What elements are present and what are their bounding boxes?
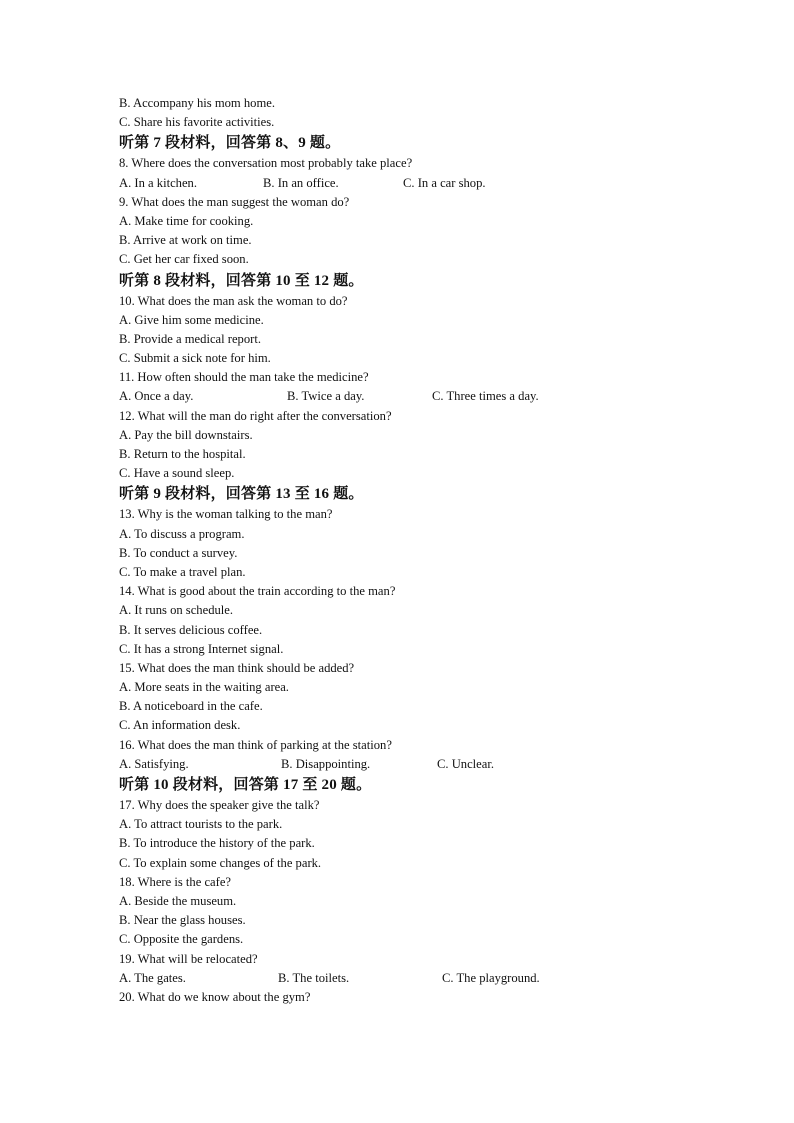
section-heading: 听第 8 段材料，回答第 10 至 12 题。 xyxy=(119,272,364,289)
answer-option: B. Accompany his mom home. xyxy=(119,96,276,110)
answer-option: B. It serves delicious coffee. xyxy=(119,622,263,637)
option-c: C. Three times a day. xyxy=(432,389,539,404)
question-text: 8. Where does the conversation most probably take place? xyxy=(119,156,413,171)
answer-option: C. Share his favorite activities. xyxy=(119,115,275,130)
answer-option: A. Make time for cooking. xyxy=(119,213,254,228)
answer-option: A. It runs on schedule. xyxy=(119,603,234,618)
options-row xyxy=(119,174,679,193)
question-text: 13. Why is the woman talking to the man? xyxy=(119,507,333,522)
section-heading: 听第 9 段材料，回答第 13 至 16 题。 xyxy=(119,486,364,503)
option-c: C. In a car shop. xyxy=(403,175,486,190)
answer-option: A. Pay the bill downstairs. xyxy=(119,427,253,442)
question-text: 15. What does the man think should be added? xyxy=(119,660,355,675)
answer-option: B. Near the glass houses. xyxy=(119,913,246,928)
answer-option: C. It has a strong Internet signal. xyxy=(119,641,284,656)
option-b: B. Twice a day. xyxy=(287,389,365,404)
answer-option: C. To make a travel plan. xyxy=(119,564,246,579)
options-row xyxy=(119,387,679,406)
answer-option: B. Arrive at work on time. xyxy=(119,233,252,248)
question-text: 17. Why does the speaker give the talk? xyxy=(119,798,320,812)
option-c: C. The playground. xyxy=(442,970,540,985)
question-text: 12. What will the man do right after the conversation? xyxy=(119,408,392,423)
document-content xyxy=(119,94,679,1007)
answer-option: C. Submit a sick note for him. xyxy=(119,351,271,366)
answer-option: B. Provide a medical report. xyxy=(119,331,261,346)
question-text: 20. What do we know about the gym? xyxy=(119,989,311,1004)
answer-option: C. Get her car fixed soon. xyxy=(119,252,249,267)
answer-option: B. To introduce the history of the park. xyxy=(119,836,315,851)
answer-option: C. To explain some changes of the park. xyxy=(119,855,322,870)
answer-option: A. Give him some medicine. xyxy=(119,312,264,327)
option-b: B. Disappointing. xyxy=(281,756,371,771)
options-row xyxy=(119,755,679,774)
option-c: C. Unclear. xyxy=(437,756,495,771)
question-text: 14. What is good about the train according to the man? xyxy=(119,584,396,599)
option-a: A. The gates. xyxy=(119,970,186,985)
option-b: B. In an office. xyxy=(263,175,339,190)
options-row xyxy=(119,969,679,988)
question-text: 11. How often should the man take the medicine? xyxy=(119,370,369,385)
question-text: 18. Where is the cafe? xyxy=(119,874,232,889)
option-a: A. Satisfying. xyxy=(119,756,189,771)
answer-option: B. Return to the hospital. xyxy=(119,447,246,461)
question-text: 16. What does the man think of parking at the station? xyxy=(119,737,392,752)
option-b: B. The toilets. xyxy=(278,970,350,985)
answer-option: B. To conduct a survey. xyxy=(119,545,238,560)
option-a: A. Once a day. xyxy=(119,389,194,404)
section-heading: 听第 10 段材料，回答第 17 至 20 题。 xyxy=(119,777,372,793)
question-text: 9. What does the man suggest the woman do? xyxy=(119,194,350,209)
option-a: A. In a kitchen. xyxy=(119,175,197,190)
answer-option: A. Beside the museum. xyxy=(119,893,237,908)
answer-option: C. Opposite the gardens. xyxy=(119,932,244,947)
answer-option: A. More seats in the waiting area. xyxy=(119,680,289,695)
answer-option: A. To attract tourists to the park. xyxy=(119,817,283,832)
answer-option: B. A noticeboard in the cafe. xyxy=(119,699,263,714)
section-heading: 听第 7 段材料，回答第 8、9 题。 xyxy=(119,135,341,152)
answer-option: A. To discuss a program. xyxy=(119,526,245,541)
question-text: 10. What does the man ask the woman to do? xyxy=(119,293,348,308)
answer-option: C. Have a sound sleep. xyxy=(119,466,235,481)
question-text: 19. What will be relocated? xyxy=(119,951,258,966)
answer-option: C. An information desk. xyxy=(119,718,241,733)
